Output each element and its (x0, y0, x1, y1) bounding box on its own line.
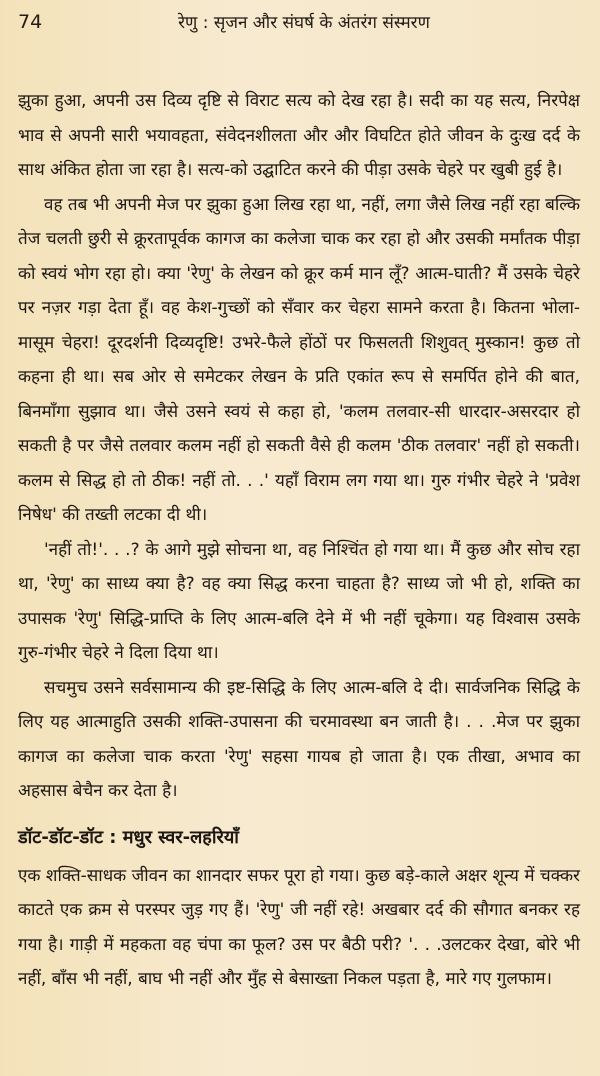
running-head: रेणु : सृजन और संघर्ष के अंतरंग संस्मरण (178, 13, 430, 33)
page-header (18, 10, 580, 44)
section-heading: डॉट-डॉट-डॉट : मधुर स्वर-लहरियाँ (18, 826, 239, 848)
paragraph-3: 'नहीं तो!'. . .? के आगे मुझे सोचना था, वह निश्चिंत हो गया था। मैं कुछ और सोच रहा था, 'रेणु' का साध्य क्या है? वह क्या सिद्ध करना चाहता है? साध्य जो भी हो, शक्ति का उपासक 'रेणु' सिद्धि-प्राप्ति के लिए आत्म-बलि देने में भी नहीं चूकेगा। यह विश्वास उसके गुरु-गंभीर चेहरे ने दिला दिया था। (18, 539, 580, 663)
section-paragraph: एक शक्ति-साधक जीवन का शानदार सफर पूरा हो गया। कुछ बड़े-काले अक्षर शून्य में चक्कर काटते एक क्रम से परस्पर जुड़ गए हैं। 'रेणु' जी नहीं रहे! अखबार दर्द की सौगात बनकर रह गया है। गाड़ी में महकता वह चंपा का फूल? उस पर बैठी परी? '. . .उलटकर देखा, बोरे भी नहीं, बाँस भी नहीं, बाघ भी नहीं और मुँह से बेसाख्ता निकल पड़ता है, मारे गए गुलफाम। (18, 865, 580, 989)
page-number: 74 (18, 11, 43, 33)
body-text (18, 84, 580, 997)
paragraph-2: वह तब भी अपनी मेज पर झुका हुआ लिख रहा था, नहीं, लगा जैसे लिख नहीं रहा बल्कि तेज चलती छुरी से क्रूरतापूर्वक कागज का कलेजा चाक कर रहा हो और उसकी मर्मांतक पीड़ा को स्वयं भोग रहा हो। क्या 'रेणु' के लेखन को क्रूर कर्म मान लूँ? आत्म-घाती? मैं उसके चेहरे पर नज़र गड़ा देता हूँ। वह केश-गुच्छों को सँवार कर चेहरा सामने करता है। कितना भोला-मासूम चेहरा! दूरदर्शनी दिव्यदृष्टि! उभरे-फैले होंठों पर फिसलती शिशुवत् मुस्कान! कुछ तो कहना ही था। सब ओर से समेटकर लेखन के प्रति एकांत रूप से समर्पित होने की बात, बिनमाँगा सुझाव था। जैसे उसने स्वयं से कहा हो, 'कलम तलवार-सी धारदार-असरदार हो सकती है पर जैसे तलवार कलम नहीं हो सकती वैसे ही कलम 'ठीक तलवार' नहीं हो सकती। कलम से सिद्ध हो तो ठीक! नहीं तो. . .' यहाँ विराम लग गया था। गुरु गंभीर चेहरे ने 'प्रवेश निषेध' की तख्ती लटका दी थी। (18, 194, 580, 525)
paragraph-4: सचमुच उसने सर्वसामान्य की इष्ट-सिद्धि के लिए आत्म-बलि दे दी। सार्वजनिक सिद्धि के लिए यह आत्माहुति उसकी शक्ति-उपासना की चरमावस्था बन जाती है। . . .मेज पर झुका कागज का कलेजा चाक करता 'रेणु' सहसा गायब हो जाता है। एक तीखा, अभाव का अहसास बेचैन कर देता है। (18, 677, 580, 801)
paragraph-1: झुका हुआ, अपनी उस दिव्य दृष्टि से विराट सत्य को देख रहा है। सदी का यह सत्य, निरपेक्ष भाव से अपनी सारी भयावहता, संवेदनशीलता और और विघटित होते जीवन के दुःख दर्द के साथ अंकित होता जा रहा है। सत्य-को उद्घाटित करने की पीड़ा उसके चेहरे पर खुबी हुई है। (18, 91, 580, 180)
